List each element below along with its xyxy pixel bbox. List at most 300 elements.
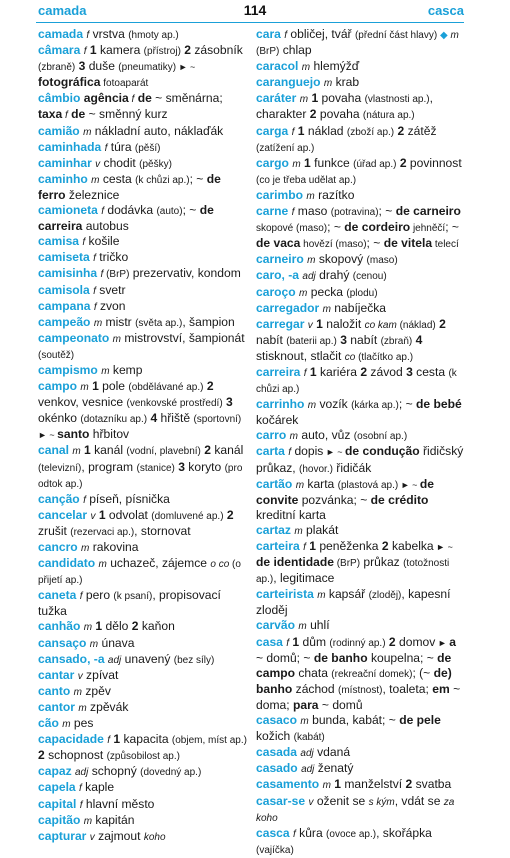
- dictionary-entry: [38, 27, 250, 43]
- entry-headword: caneta: [38, 588, 77, 603]
- entry-text: kaňon: [141, 619, 175, 634]
- entry-headword: casamento: [256, 777, 320, 792]
- entry-text: skopový: [315, 252, 367, 267]
- entry-headword: capturar: [38, 828, 87, 843]
- entry-text: uchazeč, zájemce: [106, 556, 211, 571]
- entry-headword: caro, -a: [256, 268, 300, 283]
- entry-gram: m: [78, 702, 87, 714]
- entry-gram: m: [299, 287, 308, 299]
- entry-text: náklad: [307, 123, 347, 138]
- entry-gram: adj: [75, 767, 89, 779]
- entry-gram: m: [93, 317, 103, 329]
- entry-text: odvolat: [108, 507, 152, 522]
- entry-note: (zbraň): [380, 335, 413, 347]
- entry-num: 2: [180, 43, 195, 58]
- entry-text: kapitán: [92, 812, 135, 827]
- entry-text: záchod: [292, 681, 338, 696]
- dictionary-entry: [38, 91, 250, 123]
- dictionary-entry: [38, 203, 250, 234]
- entry-text: ženatý: [314, 761, 354, 776]
- entry-gram: m: [307, 255, 316, 267]
- entry-headword: capacidade: [38, 732, 104, 747]
- entry-gram: m: [300, 716, 309, 728]
- entry-num: 1: [95, 507, 109, 522]
- entry-text: ~ doma;: [256, 681, 461, 712]
- dictionary-entry: [256, 91, 466, 123]
- dictionary-entry: [256, 444, 466, 476]
- entry-headword: câmbio: [38, 91, 81, 106]
- entry-arrow: ► ~: [398, 479, 420, 490]
- dictionary-entry: [256, 252, 466, 268]
- entry-text: tričko: [95, 250, 129, 265]
- entry-headword: camisinha: [38, 266, 98, 281]
- entry-gram: v: [89, 831, 95, 843]
- entry-num: 3: [222, 395, 233, 410]
- entry-text: ; ~: [445, 220, 459, 235]
- entry-gram: f: [101, 206, 104, 218]
- page-number: 114: [243, 2, 267, 18]
- entry-num: 1: [80, 443, 95, 458]
- entry-b: de pele: [399, 713, 441, 728]
- entry-num: 1: [86, 43, 100, 58]
- dictionary-entry: [38, 363, 250, 379]
- entry-note: (rezervaci ap.): [70, 526, 135, 538]
- entry-gram: m: [101, 365, 110, 377]
- entry-gram: f: [83, 494, 86, 506]
- entry-gram: f: [284, 30, 288, 41]
- entry-text: maso: [294, 204, 331, 219]
- entry-headword: carregador: [256, 300, 320, 315]
- entry-note: (bez síly): [173, 654, 215, 666]
- entry-note: (BrP): [333, 558, 361, 570]
- entry-headword: capela: [38, 780, 76, 795]
- entry-b: agência: [83, 91, 129, 106]
- entry-headword: canto: [38, 683, 71, 698]
- entry-text: kemp: [109, 362, 143, 377]
- entry-arrow: ► ~: [38, 430, 58, 441]
- entry-text: chlap: [279, 43, 312, 58]
- entry-note: (plodu): [346, 287, 378, 299]
- dictionary-entry: [256, 523, 466, 539]
- entry-headword: cancro: [38, 540, 78, 554]
- dictionary-entry: [256, 794, 466, 826]
- entry-text: zpěv: [81, 683, 111, 698]
- entry-headword: camisa: [38, 234, 80, 249]
- entry-num: 2: [203, 379, 214, 394]
- entry-note: (přístroj): [143, 46, 181, 58]
- entry-text: , vdát se: [394, 793, 444, 808]
- entry-note: (pěšky): [139, 158, 172, 170]
- entry-text: košile: [85, 234, 120, 249]
- entry-text: zpěvák: [86, 699, 129, 714]
- entry-text: kamera: [99, 43, 144, 58]
- dictionary-entry: [38, 540, 250, 556]
- entry-text: zvon: [96, 298, 126, 313]
- entry-note: jehněčí: [410, 223, 446, 235]
- entry-note: (zbraně): [38, 62, 76, 74]
- entry-text: zásobník: [194, 43, 243, 58]
- entry-gram: f: [79, 591, 83, 603]
- entry-note: (ovoce ap.): [326, 828, 377, 840]
- entry-headword: caracol: [256, 59, 299, 74]
- dictionary-entry: [256, 285, 466, 301]
- entry-text: bunda, kabát; ~: [308, 713, 400, 728]
- entry-note: (co je třeba udělat ap.): [256, 174, 357, 186]
- entry-gram: f: [82, 237, 86, 249]
- entry-text: kapacita: [123, 732, 172, 747]
- entry-num: 2: [396, 155, 410, 170]
- entry-b: para: [292, 697, 319, 712]
- entry-headword: cargo: [256, 155, 289, 170]
- entry-text: kabelka: [391, 539, 434, 553]
- entry-num: 1: [300, 155, 315, 170]
- entry-text: kanál: [94, 443, 127, 458]
- entry-gram: f: [303, 542, 306, 553]
- entry-text: venkov, vesnice: [38, 395, 127, 410]
- entry-gram: m: [112, 333, 121, 345]
- entry-text: okénko: [38, 411, 81, 426]
- entry-gram: f: [62, 110, 68, 122]
- entry-text: naložit: [326, 316, 365, 331]
- entry-headword: caranguejo: [256, 75, 321, 90]
- entry-text: nabít: [350, 332, 381, 347]
- entry-num: 2: [402, 777, 416, 792]
- entry-text: dopis: [291, 444, 324, 459]
- entry-text: pes: [70, 716, 94, 731]
- entry-headword: carro: [256, 428, 287, 443]
- dictionary-entry: [256, 59, 466, 75]
- entry-headword: casca: [256, 825, 290, 840]
- dictionary-entry: [38, 492, 250, 508]
- entry-b: em: [432, 681, 450, 696]
- entry-text: únava: [98, 635, 135, 650]
- entry-gram: m: [80, 382, 89, 394]
- entry-note: (cenou): [352, 271, 387, 283]
- entry-note: (stanice): [136, 462, 175, 474]
- entry-text: nabíječka: [330, 300, 387, 315]
- entry-headword: campeão: [38, 314, 91, 329]
- entry-headword: canhão: [38, 619, 81, 634]
- entry-b: de: [134, 91, 152, 106]
- entry-headword: casado: [256, 761, 298, 776]
- entry-gram: f: [79, 799, 83, 811]
- entry-gram: f: [93, 285, 96, 297]
- entry-gram: v: [307, 319, 313, 331]
- entry-num: 1: [88, 379, 103, 394]
- entry-gram: m: [317, 590, 326, 602]
- entry-gram: m: [72, 446, 81, 458]
- entry-text: kočárek: [256, 413, 299, 428]
- dictionary-entry: [256, 27, 466, 59]
- entry-gram: f: [291, 207, 295, 219]
- entry-gram: m: [294, 525, 303, 537]
- dictionary-entry: [256, 777, 466, 793]
- entry-b: de crédito: [370, 492, 429, 507]
- entry-note: (osobní ap.): [353, 431, 408, 443]
- entry-note: (soutěž): [38, 349, 75, 361]
- entry-gram: koho: [143, 831, 166, 843]
- entry-gram: f: [93, 301, 97, 313]
- dictionary-entry: [256, 301, 466, 317]
- entry-note: (pro odtok ap.): [38, 462, 243, 490]
- entry-headword: carta: [256, 444, 285, 459]
- right-column: [256, 27, 466, 858]
- entry-text: chata: [294, 665, 332, 680]
- entry-b: de campo: [256, 650, 452, 680]
- dictionary-entry: [256, 618, 466, 634]
- entry-note: (baterii ap.): [286, 335, 337, 347]
- entry-text: krab: [332, 75, 360, 90]
- entry-headword: carreira: [256, 364, 301, 379]
- entry-text: nabít: [256, 332, 287, 347]
- entry-text: zajmout: [94, 828, 144, 843]
- entry-headword: carimbo: [256, 187, 304, 202]
- entry-arrow: ► ~: [176, 62, 196, 73]
- entry-num: 1: [306, 364, 320, 379]
- entry-text: unavený: [121, 651, 174, 666]
- dictionary-entry: [38, 588, 250, 619]
- entry-b: de carneiro: [395, 204, 461, 219]
- entry-text: kůra: [295, 825, 327, 840]
- entry-text: kariéra: [320, 364, 357, 379]
- entry-text: ; ~: [366, 236, 384, 251]
- entry-num: 2: [306, 107, 320, 122]
- entry-gram: f: [83, 46, 87, 58]
- entry-b: de condução: [345, 444, 420, 459]
- entry-b: a: [449, 634, 456, 649]
- dictionary-entry: [256, 268, 466, 284]
- entry-gram: co kam: [364, 319, 397, 331]
- entry-headword: cartaz: [256, 522, 291, 537]
- entry-note: hovězí (maso): [300, 239, 367, 251]
- entry-headword: casar-se: [256, 793, 306, 808]
- entry-note: (vajíčka): [256, 844, 294, 856]
- entry-text: , propisovací tužka: [38, 588, 221, 619]
- entry-gram: v: [90, 510, 96, 522]
- entry-num: 1: [92, 619, 106, 634]
- entry-num: 1: [110, 732, 124, 747]
- entry-text: kanál: [214, 443, 244, 458]
- entry-gram: m: [306, 190, 315, 202]
- entry-text: kožich: [256, 729, 294, 744]
- entry-gram: m: [83, 126, 92, 138]
- entry-text: zpívat: [82, 667, 119, 682]
- entry-note: (dotazníku ap.): [80, 414, 148, 426]
- entry-gram: f: [79, 783, 82, 795]
- entry-num: 2: [356, 364, 371, 379]
- dictionary-entry: [38, 172, 250, 203]
- entry-headword: caminho: [38, 171, 88, 186]
- entry-text: hřbitov: [89, 427, 130, 442]
- entry-text: mistr: [102, 314, 136, 329]
- entry-note: (zloděj): [368, 590, 402, 602]
- entry-arrow: ► ~: [323, 447, 346, 458]
- dictionary-entry: [256, 428, 466, 444]
- dictionary-entry: [38, 700, 250, 716]
- entry-num: 1: [305, 539, 320, 553]
- page-header: [0, 0, 510, 26]
- entry-gram: f: [293, 828, 296, 840]
- entry-num: 1: [289, 634, 303, 649]
- entry-text: autobus: [82, 219, 129, 234]
- entry-headword: carga: [256, 123, 289, 138]
- entry-b: de convite: [256, 476, 435, 507]
- entry-note: (úřad ap.): [353, 158, 397, 170]
- entry-text: uhlí: [306, 618, 330, 633]
- entry-note: (přední část hlavy): [354, 30, 438, 41]
- entry-note: (auto): [156, 206, 183, 218]
- entry-gram: m: [323, 78, 333, 90]
- entry-text: prezervativ, kondom: [129, 266, 241, 281]
- entry-note: (tlačítko ap.): [355, 351, 414, 363]
- entry-gram: m: [322, 303, 331, 315]
- entry-text: karta: [304, 476, 338, 491]
- entry-text: zrušit: [38, 523, 71, 538]
- dictionary-entry: [38, 716, 250, 732]
- entry-text: dodávka: [103, 203, 157, 218]
- entry-note: (k chůzi ap.): [135, 174, 190, 186]
- entry-text: oženit se: [313, 793, 369, 808]
- entry-gram: adj: [300, 748, 314, 760]
- entry-gram: m: [450, 30, 459, 41]
- entry-headword: capaz: [38, 764, 72, 779]
- dictionary-entry: [256, 156, 466, 188]
- dictionary-entry: [38, 283, 250, 299]
- entry-headword: campana: [38, 298, 91, 313]
- entry-headword: caroço: [256, 284, 296, 299]
- entry-num: 2: [394, 123, 408, 138]
- entry-gram: m: [83, 815, 93, 827]
- entry-b: de cordeiro: [344, 220, 411, 235]
- entry-gram: m: [301, 62, 311, 74]
- entry-gram: adj: [107, 654, 122, 666]
- dictionary-entry: [38, 331, 250, 363]
- dictionary-entry: [256, 204, 466, 252]
- entry-num: 3: [174, 459, 189, 474]
- entry-gram: f: [288, 447, 292, 459]
- entry-headword: capitão: [38, 812, 81, 827]
- entry-num: 3: [402, 364, 417, 379]
- entry-note: (rodinný ap.): [329, 637, 386, 649]
- entry-note: (kárka ap.): [351, 400, 399, 412]
- entry-num: 2: [200, 443, 215, 458]
- entry-gram: f: [100, 269, 104, 281]
- entry-text: , legitimace: [273, 571, 335, 586]
- entry-text: vdaná: [313, 745, 351, 760]
- entry-headword: casa: [256, 634, 283, 649]
- entry-gram: f: [107, 735, 111, 747]
- entry-note: (zboží ap.): [346, 126, 395, 138]
- entry-note: (dovedný ap.): [140, 767, 202, 779]
- entry-gram: v: [308, 796, 314, 808]
- entry-text: hřiště: [160, 411, 194, 426]
- entry-gram: adj: [302, 271, 316, 283]
- entry-b: santo: [57, 427, 90, 442]
- entry-gram: f: [291, 126, 295, 138]
- entry-b: de vitela: [383, 236, 433, 251]
- dictionary-entry: [38, 315, 250, 331]
- entry-text: auto, vůz: [297, 428, 354, 443]
- dictionary-entry: [38, 636, 250, 652]
- entry-gram: m: [307, 400, 317, 412]
- entry-text: ; (~: [412, 665, 434, 680]
- entry-text: , charakter: [256, 91, 433, 122]
- entry-text: ; ~: [327, 220, 345, 235]
- entry-text: , šampion: [182, 314, 235, 329]
- entry-num: 3: [336, 332, 351, 347]
- entry-text: duše: [88, 59, 119, 74]
- dictionary-entry: [38, 668, 250, 684]
- entry-gram: f: [303, 367, 307, 379]
- entry-note: (o přijetí ap.): [38, 559, 241, 587]
- dictionary-entry: [256, 188, 466, 204]
- entry-num: 2: [435, 316, 446, 331]
- entry-headword: camisola: [38, 282, 90, 297]
- entry-text: , stornovat: [134, 523, 191, 538]
- header-rule: [36, 22, 464, 23]
- entry-text: , skořápka: [376, 825, 432, 840]
- entry-text: pero: [82, 588, 114, 603]
- entry-b: taxa: [38, 107, 63, 122]
- entry-text: domov: [399, 634, 436, 649]
- entry-headword: capital: [38, 796, 77, 811]
- entry-text: peněženka: [319, 539, 379, 553]
- entry-headword: cara: [256, 27, 281, 41]
- entry-text: kapsář: [325, 587, 369, 602]
- entry-arrow: ►: [435, 637, 450, 648]
- entry-headword: camada: [38, 27, 84, 41]
- entry-note: (zatížení ap.): [256, 142, 315, 154]
- entry-gram: m: [83, 622, 93, 634]
- entry-headword: cancelar: [38, 507, 88, 522]
- entry-headword: carteirista: [256, 587, 314, 602]
- entry-headword: campeonato: [38, 330, 110, 345]
- entry-text: vrstva: [89, 27, 129, 41]
- entry-num: 1: [308, 91, 322, 106]
- entry-note: (plastová ap.): [337, 479, 399, 491]
- entry-text: píseň, písnička: [85, 491, 170, 506]
- entry-gram: f: [86, 30, 90, 41]
- entry-b: de carreira: [38, 203, 214, 234]
- entry-headword: caminhada: [38, 139, 102, 154]
- entry-gram: m: [298, 621, 307, 633]
- entry-gram: m: [91, 174, 100, 186]
- entry-gram: m: [73, 686, 82, 698]
- entry-note: (vodní, plavební): [126, 446, 201, 458]
- entry-note: (BrP): [256, 46, 280, 58]
- dictionary-entry: [38, 266, 250, 282]
- dictionary-entry: [256, 75, 466, 91]
- entry-note: (maso): [366, 255, 398, 267]
- entry-text: koupelna; ~: [367, 650, 438, 665]
- entry-text: průkaz: [360, 555, 404, 570]
- entry-text: dům: [302, 634, 330, 649]
- entry-text: vozík: [316, 397, 352, 412]
- entry-num: 2: [223, 507, 234, 522]
- entry-gram: m: [81, 543, 90, 554]
- dictionary-entry: [38, 508, 250, 540]
- entry-gram: m: [89, 638, 99, 650]
- entry-note: (domluvené ap.): [151, 510, 224, 522]
- entry-b: de ferro: [38, 171, 221, 202]
- entry-num: 1: [294, 123, 308, 138]
- entry-text: schopný: [88, 764, 141, 779]
- entry-num: 4: [147, 411, 161, 426]
- entry-headword: carne: [256, 204, 289, 219]
- entry-text: zátěž: [407, 123, 437, 138]
- entry-text: ~ domů; ~: [256, 650, 314, 665]
- entry-text: řidičák: [332, 460, 372, 475]
